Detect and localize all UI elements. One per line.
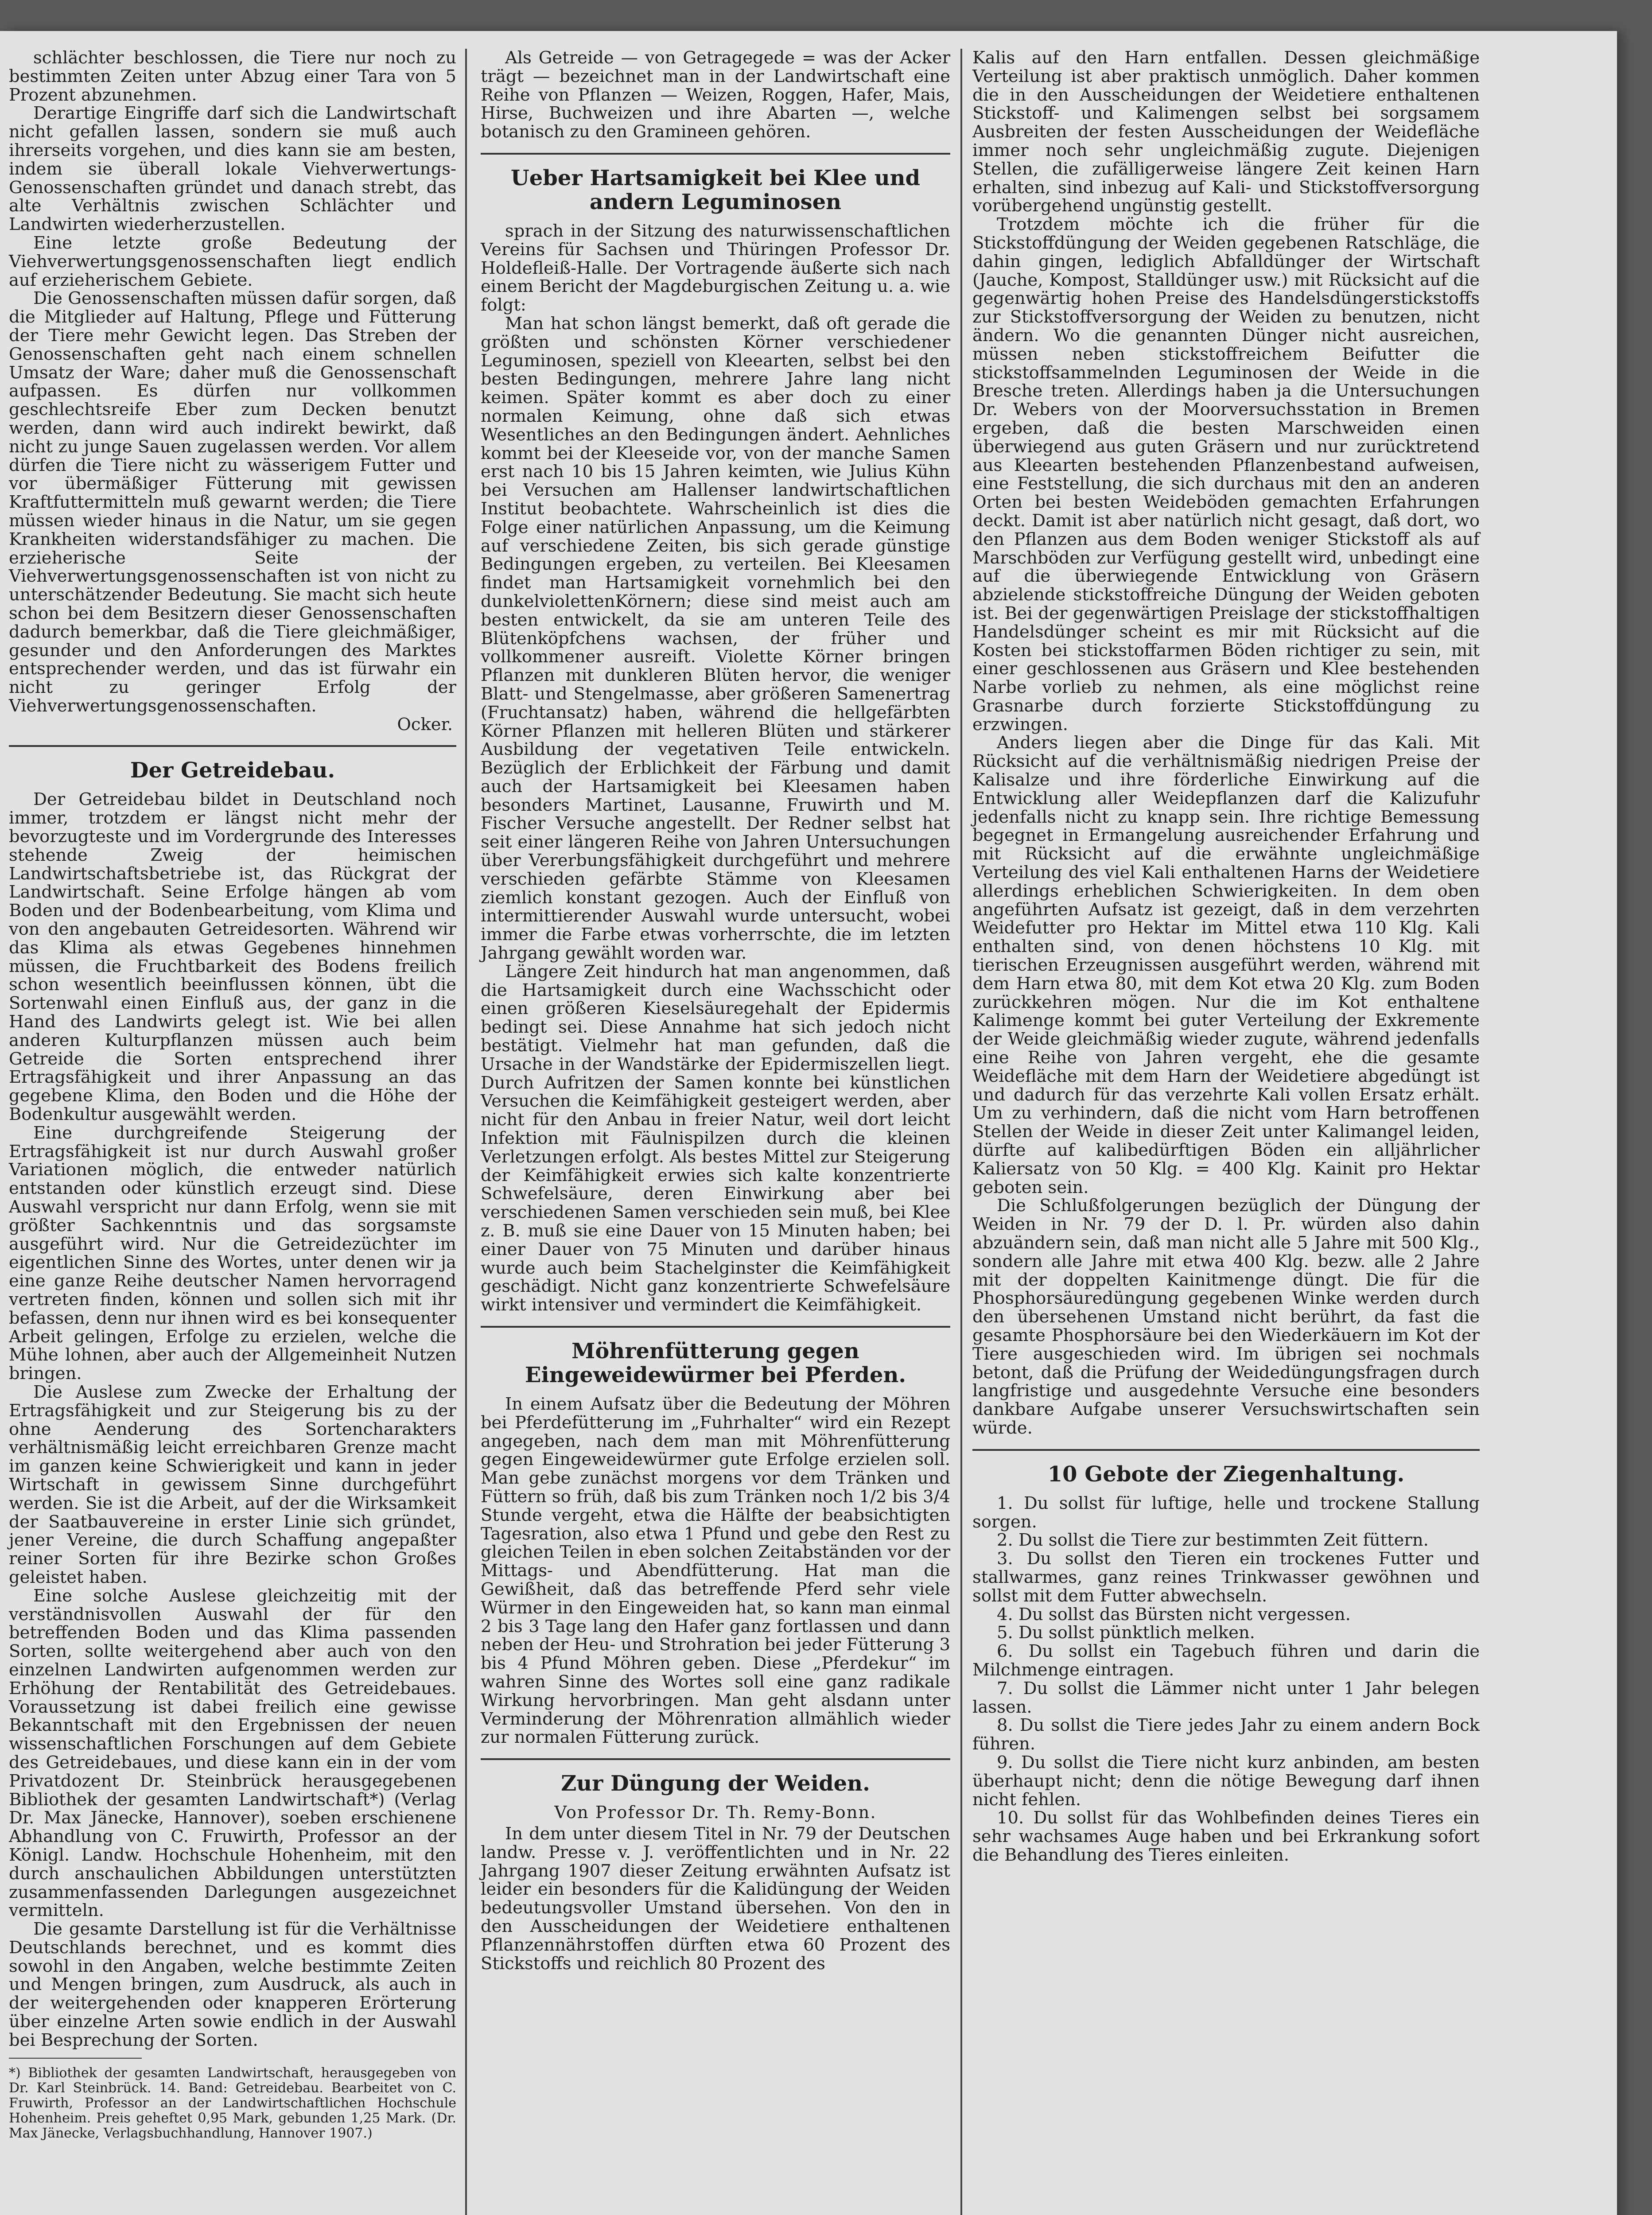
article-heading: Möhrenfütterung gegen Eingeweidewürmer bei Pferden. — [525, 1339, 906, 1387]
footnote: *) Bibliothek der gesamten Landwirtschaft, herausgegeben von Dr. Karl Steinbrück. 14. Band: Getreidebau. Bearbeitet von C. Fruwirth, Professor an der Landwirtschaftlichen Hochschule Hohenheim. Preis geheftet 0,95 Mark, gebunden 1,25 Mark. (Dr. Max Jänecke, Verlagsbuchhandlung, Hannover 1907.) — [9, 2065, 456, 2141]
section-rule — [972, 1449, 1480, 1451]
paragraph: Als Getreide — von Getragegede = was der Acker trägt — bezeichnet man in der Landwirtschaft eine Reihe von Pflanzen — Weizen, Roggen, Hafer, Mais, Hirse, Buchweizen und ihre Abarten —, welche botanisch zu den Gramineen gehören. — [481, 48, 950, 142]
list-item: 6. Du sollst ein Tagebuch führen und darin die Milchmenge eintragen. — [972, 1641, 1480, 1680]
paragraph: Derartige Eingriffe darf sich die Landwirtschaft nicht gefallen lassen, sondern sie muß auch ihrerseits vorgehen, und dies kann sie am besten, indem sie überall lokale Viehverwertungs-Genossenschaften gründet und danach strebt, das alte Verhältnis zwischen Schlächter und Landwirten wiederherzustellen. — [9, 103, 456, 235]
paragraph: Die gesamte Darstellung ist für die Verhältnisse Deutschlands berechnet, und es kommt dies sowohl in den Angaben, welche bestimmte Zeiten und Mengen bringen, zum Ausdruck, als auch in der weitergehenden oder knapperen Erörterung über einzelne Arten sowie endlich in der Auswahl bei Besprechung der Sorten. — [9, 1919, 456, 2050]
list-item: 4. Du sollst das Bürsten nicht vergessen. — [997, 1604, 1351, 1624]
paragraph: In einem Aufsatz über die Bedeutung der Möhren bei Pferdefütterung im „Fuhrhalter“ wird ein Rezept angegeben, nach dem man mit Möhrenfütterung gegen Eingeweidewürmer gute Erfolge erzielen soll. Man gebe zunächst morgens vor dem Tränken und Füttern so früh, daß bis zum Tränken noch 1/2 bis 3/4 Stunde vergeht, etwa die Hälfte der beabsichtigten Tagesration, also etwa 1 Pfund und gebe den Rest zu gleichen Teilen in eben solchen Zeitabständen vor der Mittags- und Abendfütterung. Hat man die Gewißheit, daß das betreffende Pferd sehr viele Würmer in den Eingeweiden hat, so kann man einmal 2 bis 3 Tage lang den Hafer ganz fortlassen und dann neben der Heu- und Strohration bei jeder Fütterung 3 bis 4 Pfund Möhren geben. Diese „Pferdekur“ im wahren Sinne des Wortes soll eine ganz radikale Wirkung hervorbringen. Man geht alsdann unter Verminderung der Möhrenration allmählich wieder zur normalen Fütterung zurück. — [481, 1394, 950, 1748]
list-item: 3. Du sollst den Tieren ein trockenes Futter und stallwarmes, ganz reines Trinkwasser gewöhnen und sollst mit dem Futter abwechseln. — [972, 1549, 1480, 1606]
newspaper-page — [0, 31, 1617, 2215]
paragraph: Eine solche Auslese gleichzeitig mit der verständnisvollen Auswahl der für den betreffenden Boden und das Klima passenden Sorten, sollte weitergehend aber auch von den einzelnen Landwirten aufgenommen werden zur Erhöhung der Rentabilität des Getreidebaues. Voraussetzung ist dabei freilich eine gewisse Bekanntschaft mit den Ergebnissen der neuen wissenschaftlichen Forschungen auf dem Gebiete des Getreidebaues, und diese kann ein in der vom Privatdozent Dr. Steinbrück herausgegebenen Bibliothek der gesamten Landwirtschaft*) (Verlag Dr. Max Jänecke, Hannover), soeben erschienene Abhandlung von C. Fruwirth, Professor an der Königl. Landw. Hochschule Hohenheim, mit den durch anschaulichen Abbildungen unterstützten zusammenfassenden Darlegungen ausgezeichnet vermitteln. — [9, 1585, 456, 1921]
list-item: 7. Du sollst die Lämmer nicht unter 1 Jahr belegen lassen. — [972, 1678, 1480, 1717]
column-divider — [960, 49, 962, 2215]
paragraph: Die Schlußfolgerungen bezüglich der Düngung der Weiden in Nr. 79 der D. l. Pr. würden also dahin abzuändern sein, daß man nicht alle 5 Jahre mit 500 Klg., sondern alle Jahre mit etwa 400 Klg. bezw. alle 2 Jahre mit der doppelten Kainitmenge düngt. Die für die Phosphorsäuredüngung gegebenen Winke werden durch den übersehenen Umstand nicht berührt, da fast die gesamte Phosphorsäure bei den Wiederkäuern im Kot der Tiere ausgeschieden wird. Im übrigen sei nochmals betont, daß die Prüfung der Weidedüngungsfragen durch langfristige und ausgedehnte Versuche eine besonders dankbare Aufgabe unserer Versuchswirtschaften sein würde. — [972, 1196, 1480, 1438]
footnote-rule — [9, 2058, 142, 2059]
section-rule — [481, 1758, 950, 1760]
paragraph: schlächter beschlossen, die Tiere nur noch zu bestimmten Zeiten unter Abzug einer Tara von 5 Prozent abzunehmen. — [9, 48, 456, 105]
paragraph: In dem unter diesem Titel in Nr. 79 der Deutschen landw. Presse v. J. veröffentlichten und in Nr. 22 Jahrgang 1907 dieser Zeitung erwähnten Aufsatz ist leider ein besonders für die Kalidüngung der Weiden bedeutungsvoller Umstand übersehen. Von den in den Ausscheidungen der Weidetiere enthaltenen Pflanzennährstoffen dürften etwa 60 Prozent des Stickstoffs und reichlich 80 Prozent des — [481, 1823, 950, 1974]
paragraph: Kalis auf den Harn entfallen. Dessen gleichmäßige Verteilung ist aber praktisch unmöglich. Daher kommen die in den Ausscheidungen der Weidetiere enthaltenen Stickstoff- und Kalimengen selbst bei sorgsamem Ausbreiten der festen Ausscheidungen der Weidefläche immer noch sehr ungleichmäßig zugute. Diejenigen Stellen, die zufälligerweise längere Zeit keinen Harn erhalten, sind inbezug auf Kali- und Stickstoffversorgung vorübergehend ungünstig gestellt. — [972, 48, 1480, 216]
paragraph: sprach in der Sitzung des naturwissenschaftlichen Vereins für Sachsen und Thüringen Professor Dr. Holdefleiß-Halle. Der Vortragende äußerte sich nach einem Bericht der Magdeburgischen Zeitung u. a. wie folgt: — [481, 221, 950, 315]
article-heading: Ueber Hartsamigkeit bei Klee und andern Leguminosen — [510, 165, 921, 214]
paragraph: Eine letzte große Bedeutung der Viehverwertungsgenossenschaften liegt endlich auf erzieherischem Gebiete. — [9, 233, 456, 290]
section-rule — [481, 1326, 950, 1328]
paragraph: Trotzdem möchte ich die früher für die Stickstoffdüngung der Weiden gegebenen Ratschläge, die dahin gingen, lediglich Abfalldünger der Wirtschaft (Jauche, Kompost, Stalldünger usw.) mit Rücksicht auf die gegenwärtig hohen Preise des Handelsdüngerstickstoffs zur Stickstoffversorgung der Weiden zu benutzen, nicht ändern. Wo die genannten Dünger nicht ausreichen, müssen neben stickstoffreichem Beifutter die stickstoffsammelnden Leguminosen der Weide in die Bresche treten. Allerdings haben ja die Untersuchungen Dr. Webers von der Moorversuchsstation in Bremen ergeben, daß die besten Marschweiden einen überwiegend aus guten Gräsern und nur zurücktretend aus Kleearten bestehenden Pflanzenbestand aufweisen, eine Feststellung, die sich durchaus mit den an anderen Orten bei besten Weideböden gemachten Erfahrungen deckt. Damit ist aber natürlich nicht gesagt, daß dort, wo den Pflanzen aus dem Boden weniger Stickstoff als auf Marschböden zur Verfügung gestellt wird, unbedingt eine auf die überwiegende Entwicklung von Gräsern abzielende stickstoffreiche Düngung der Weiden geboten ist. Bei der gegenwärtigen Preislage der stickstoffhaltigen Handelsdünger scheint es mir mit Rücksicht auf die Kosten bei stickstoffarmen Böden richtiger zu sein, mit einer geschlossenen aus Gräsern und Klee bestehenden Narbe vorlieb zu nehmen, als eine möglichst reine Grasnarbe durch forzierte Stickstoffdüngung zu erzwingen. — [972, 214, 1480, 734]
paragraph: Eine durchgreifende Steigerung der Ertragsfähigkeit ist nur durch Auswahl großer Variationen möglich, die entweder natürlich entstanden oder künstlich erzeugt sind. Diese Auswahl verspricht nur dann Erfolg, wenn sie mit größter Sachkenntnis und das sorgsamste ausgeführt wird. Nur die Getreidezüchter im eigentlichen Sinne des Wortes, unter denen wir ja eine ganze Reihe deutscher Namen hervorragend vertreten finden, können und sollen sich mit ihr befassen, denn nur ihnen wird es bei konsequenter Arbeit gelingen, Erfolge zu erzielen, welche die Mühe lohnen, aber auch der Allgemeinheit Nutzen bringen. — [9, 1123, 456, 1384]
paragraph: Längere Zeit hindurch hat man angenommen, daß die Hartsamigkeit durch eine Wachsschicht oder einen größeren Kieselsäuregehalt der Epidermis bedingt sei. Diese Annahme hat sich jedoch nicht bestätigt. Vielmehr hat man gefunden, daß die Ursache in der Wandstärke der Epidermiszellen liegt. Durch Aufritzen der Samen konnte bei künstlichen Versuchen die Keimfähigkeit gesteigert werden, aber nicht für den Anbau in freier Natur, weil dort leicht Infektion mit Fäulnispilzen durch die kleinen Verletzungen erfolgt. Als bestes Mittel zur Steigerung der Keimfähigkeit erwies sich kalte konzentrierte Schwefelsäure, deren Einwirkung aber bei verschiedenen Samen verschieden sein muß, bei Klee z. B. muß sie eine Dauer von 15 Minuten haben; bei einer Dauer von 75 Minuten und darüber hinaus wurde auch beim Stachelginster die Keimfähigkeit geschädigt. Nicht ganz konzentrierte Schwefelsäure wirkt intensiver und vermindert die Keimfähigkeit. — [481, 961, 950, 1315]
list-item: 5. Du sollst pünktlich melken. — [997, 1623, 1255, 1643]
article-byline: Von Professor Dr. Th. Remy-Bonn. — [554, 1803, 877, 1823]
list-item: 8. Du sollst die Tiere jedes Jahr zu einem andern Bock führen. — [972, 1715, 1480, 1754]
article-heading: Zur Düngung der Weiden. — [561, 1771, 870, 1796]
article-heading: Der Getreidebau. — [130, 758, 335, 783]
paragraph: Anders liegen aber die Dinge für das Kali. Mit Rücksicht auf die verhältnismäßig niedrigen Preise der Kalisalze und ihre förderliche Einwirkung auf die Entwicklung aller Weidepflanzen darf die Kalizufuhr jedenfalls nicht zu knapp sein. Ihre richtige Bemessung begegnet in Ermangelung ausreichender Erfahrung und mit Rücksicht auf die erwähnte ungleichmäßige Verteilung des viel Kali enthaltenen Harns der Weidetiere allerdings erheblichen Schwierigkeiten. In dem oben angeführten Aufsatz ist gezeigt, daß in dem verzehrten Weidefutter pro Hektar im Mittel etwa 110 Klg. Kali enthalten sind, von denen höchstens 10 Klg. mit tierischen Erzeugnissen ausgeführt werden, während mit dem Harn etwa 80, mit dem Kot etwa 20 Klg. zum Boden zurückkehren mögen. Nur die im Kot enthaltene Kalimenge kommt bei guter Verteilung der Exkremente der Weide gleichmäßig wieder zugute, während jedenfalls eine Reihe von Jahren vergeht, ehe die gesamte Weidefläche mit dem Harn der Weidetiere abgedüngt ist und dadurch für das verzehrte Kali vollen Ersatz erhält. Um zu verhindern, daß die nicht vom Harn betroffenen Stellen der Weide in dieser Zeit unter Kalimangel leiden, dürfte auf kalibedürftigen Böden ein alljährlicher Kaliersatz von 50 Klg. = 400 Klg. Kainit pro Hektar geboten sein. — [972, 733, 1480, 1197]
paragraph: Der Getreidebau bildet in Deutschland noch immer, trotzdem er längst nicht mehr der bevorzugteste und im Vordergrunde des Interesses stehende Zweig der heimischen Landwirtschaftsbetriebe ist, das Rückgrat der Landwirtschaft. Seine Erfolge hängen ab vom Boden und der Bodenbearbeitung, vom Klima und von den angebauten Getreidesorten. Während wir das Klima als etwas Gegebenes hinnehmen müssen, die Fruchtbarkeit des Bodens freilich schon wesentlich beeinflussen können, übt die Sortenwahl einen Einfluß aus, der ganz in die Hand des Landwirts gelegt ist. Wie bei allen anderen Kulturpflanzen müssen auch beim Getreide die Sorten entsprechend ihrer Ertragsfähigkeit und ihrer Anpassung an das gegebene Klima, den Boden und die Höhe der Bodenkultur ausgewählt werden. — [9, 789, 456, 1125]
column-divider — [465, 49, 467, 2215]
paragraph: Man hat schon längst bemerkt, daß oft gerade die größten und schönsten Körner verschiedener Leguminosen, speziell von Kleearten, selbst bei den besten Bedingungen, mehrere Jahre lang nicht keimen. Später kommt es aber doch zu einer normalen Keimung, ohne daß sich etwas Wesentliches an den Bedingungen ändert. Aehnliches kommt bei der Kleeseide vor, von der manche Samen erst nach 10 bis 15 Jahren keimten, wie Julius Kühn bei Versuchen am Hallenser landwirtschaftlichen Institut beobachtete. Wahrscheinlich ist dies die Folge einer natürlichen Anpassung, um die Keimung auf verschiedene Zeiten, bis sich gerade günstige Bedingungen ergeben, zu verteilen. Bei Kleesamen findet man Hartsamigkeit vornehmlich bei den dunkelviolettenKörnern; diese sind meist auch am besten entwickelt, da sie am unteren Teile des Blütenköpfchens wachsen, der früher und vollkommener ausreift. Violette Körner bringen Pflanzen mit dunkleren Blüten hervor, die weniger Blatt- und Stengelmasse, aber größeren Samenertrag (Fruchtansatz) haben, während die hellgefärbten Körner Pflanzen mit helleren Blüten und stärkerer Ausbildung der vegetativen Teile entwickeln. Bezüglich der Erblichkeit der Färbung und damit auch der Hartsamigkeit bei Kleesamen haben besonders Martinet, Lausanne, Fruwirth und M. Fischer Versuche angestellt. Der Redner selbst hat seit einer längeren Reihe von Jahren Untersuchungen über Vererbungsfähigkeit durchgeführt und mehrere verschieden gefärbte Stämme von Kleesamen ziemlich konstant gezogen. Auch der Einfluß von intermittierender Auswahl wurde untersucht, wobei immer die Farbe etwas vorherrschte, die im letzten Jahrgang gewählt worden war. — [481, 313, 950, 964]
section-rule — [9, 745, 456, 747]
paragraph: Die Auslese zum Zwecke der Erhaltung der Ertragsfähigkeit und zur Steigerung bis zu der ohne Aenderung des Sortencharakters verhältnismäßig leicht erreichbaren Grenze macht im ganzen keine Schwierigkeit und kann in jeder Wirtschaft in gewissem Sinne durchgeführt werden. Sie ist die Arbeit, auf der die Wirksamkeit der Saatbauvereine in erster Linie sich gründet, jener Vereine, die durch Schaffung angepaßter reiner Sorten für ihre Bezirke schon Großes geleistet haben. — [9, 1382, 456, 1587]
article-heading: 10 Gebote der Ziegenhaltung. — [1047, 1461, 1405, 1487]
section-rule — [481, 153, 950, 155]
column-3 — [972, 49, 1480, 1865]
paragraph: Die Genossenschaften müssen dafür sorgen, daß die Mitglieder auf Haltung, Pflege und Fütterung der Tiere mehr Gewicht legen. Das Streben der Genossenschaften geht nach einem schnellen Umsatz der Ware; daher muß die Genossenschaft aufpassen. Es dürfen nur vollkommen geschlechtsreife Eber zum Decken benutzt werden, dann wird auch indirekt bewirkt, daß nicht zu junge Sauen zugelassen werden. Vor allem dürfen die Tiere nicht zu wässerigem Futter und vor übermäßiger Fütterung mit gewissen Kraftfuttermitteln muß gewarnt werden; die Tiere müssen wieder hinaus in die Natur, um sie gegen Krankheiten widerstandsfähiger zu machen. Die erzieherische Seite der Viehverwertungsgenossenschaften ist von nicht zu unterschätzender Bedeutung. Sie macht sich heute schon bei dem Besitzern dieser Genossenschaften dadurch bemerkbar, daß die Tiere gleichmäßiger, gesunder und den Anforderungen des Marktes entsprechender werden, und das ist fürwahr ein nicht zu geringer Erfolg der Viehverwertungsgenossenschaften. — [9, 288, 456, 716]
list-item: 1. Du sollst für luftige, helle und trockene Stallung sorgen. — [972, 1493, 1480, 1532]
list-item: 2. Du sollst die Tiere zur bestimmten Zeit füttern. — [997, 1530, 1429, 1550]
list-item: 10. Du sollst für das Wohlbefinden deines Tieres ein sehr wachsames Auge haben und bei Erkrankung sofort die Behandlung des Tieres einleiten. — [972, 1808, 1480, 1865]
list-item: 9. Du sollst die Tiere nicht kurz anbinden, am besten überhaupt nicht; denn die nötige Bewegung darf ihnen nicht fehlen. — [972, 1752, 1480, 1810]
column-2 — [481, 49, 950, 1973]
article-signature: Ocker. — [397, 714, 453, 734]
column-1 — [9, 49, 456, 2154]
